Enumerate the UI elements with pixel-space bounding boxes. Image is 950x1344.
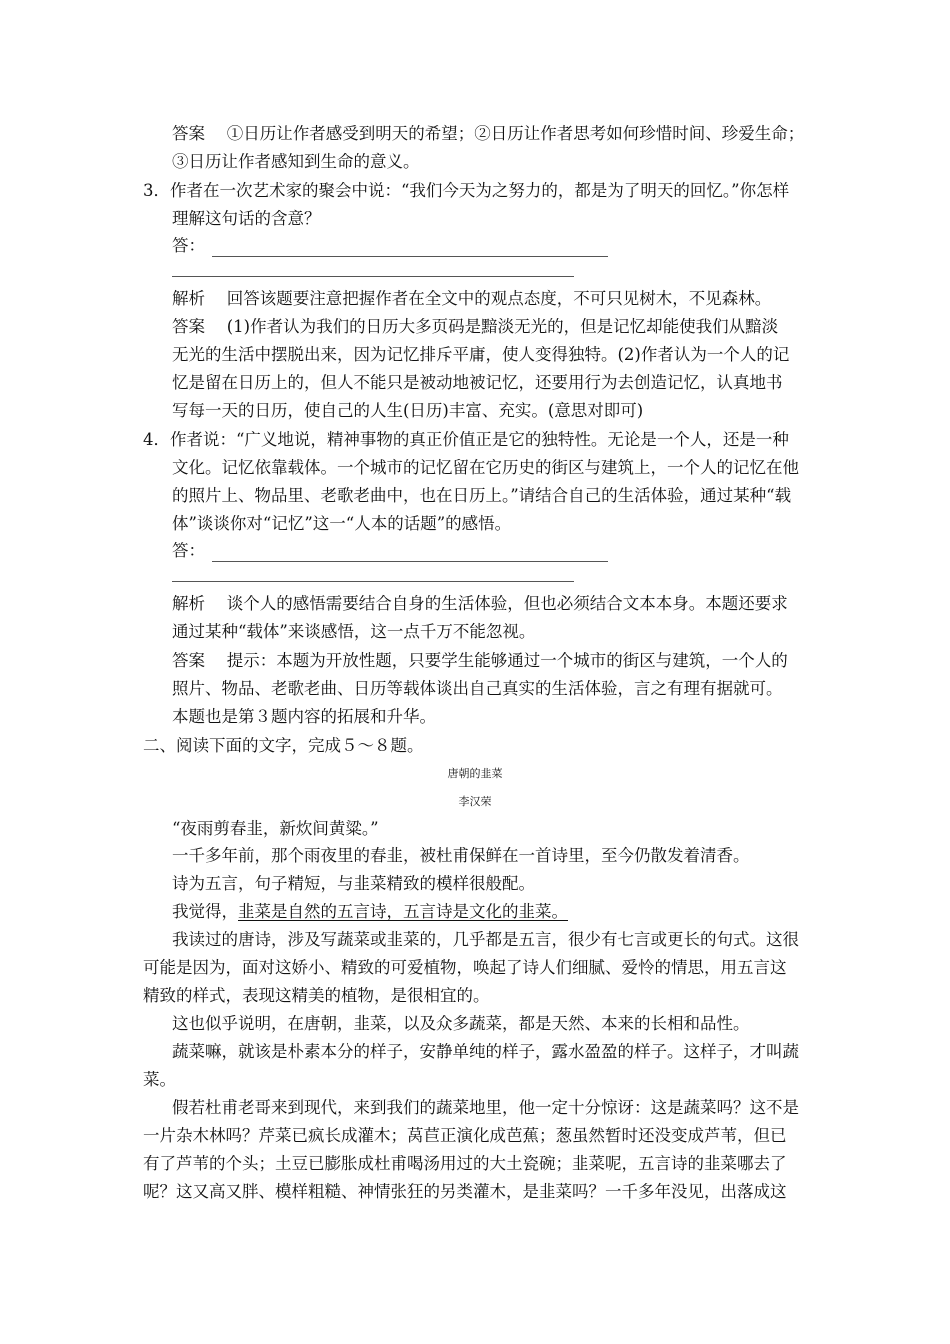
q4-analysis-line-2: 通过某种“载体”来谈感悟，这一点千万不能忽视。 — [172, 622, 536, 641]
passage-paragraph-5-line-3: 精致的样式，表现这精美的植物，是很相宜的。 — [143, 986, 490, 1005]
q3-answer-line-3: 忆是留在日历上的，但人不能只是被动地被记忆，还要用行为去创造记忆，认真地书 — [172, 373, 783, 392]
q4-question-line-4: 体”谈谈你对“记忆”这一“人本的话题”的感悟。 — [172, 514, 512, 533]
q4-answer-line-1: 答案 提示：本题为开放性题，只要学生能够通过一个城市的街区与建筑，一个人的 — [172, 651, 788, 670]
q3-answer-line-4: 写每一天的日历，使自己的人生(日历)丰富、充实。(意思对即可) — [172, 401, 644, 420]
passage-paragraph-8-line-4: 呢？这又高又胖、模样粗糙、神情张狂的另类灌木，是韭菜吗？一千多年没见，出落成这 — [143, 1182, 787, 1201]
q4-answer-line-3: 本题也是第３题内容的拓展和升华。 — [172, 707, 436, 726]
q3-question-line-2: 理解这句话的含意？ — [172, 209, 321, 228]
q4-answer-line-2: 照片、物品、老歌老曲、日历等载体谈出自己真实的生活体验，言之有理有据就可。 — [172, 679, 783, 698]
q3-answer-prompt: 答： — [172, 236, 205, 255]
passage-paragraph-5-line-1: 我读过的唐诗，涉及写蔬菜或韭菜的，几乎都是五言，很少有七言或更长的句式。这很 — [172, 930, 799, 949]
q3-answer-line-2: 无光的生活中摆脱出来，因为记忆排斥平庸，使人变得独特。(2)作者认为一个人的记 — [172, 345, 790, 364]
paragraph-4-lead: 我觉得， — [172, 902, 238, 921]
passage-paragraph-1: “夜雨剪春韭，新炊间黄粱。” — [172, 819, 379, 838]
q3-answer-blank-line-1[interactable] — [212, 256, 608, 257]
passage-paragraph-5-line-2: 可能是因为，面对这娇小、精致的可爱植物，唤起了诗人们细腻、爱怜的情思，用五言这 — [143, 958, 787, 977]
q3-answer-line-1: 答案 (1)作者认为我们的日历大多页码是黯淡无光的，但是记忆却能使我们从黯淡 — [172, 317, 779, 336]
passage-paragraph-2: 一千多年前，那个雨夜里的春韭，被杜甫保鲜在一首诗里，至今仍散发着清香。 — [172, 846, 750, 865]
passage-paragraph-8-line-1: 假若杜甫老哥来到现代，来到我们的蔬菜地里，他一定十分惊讶：这是蔬菜吗？这不是 — [172, 1098, 799, 1117]
passage-title: 唐朝的韭菜 — [447, 767, 503, 780]
q4-answer-blank-line-2[interactable] — [172, 581, 574, 582]
passage-paragraph-8-line-3: 有了芦苇的个头；土豆已膨胀成杜甫喝汤用过的大土瓷碗；韭菜呢，五言诗的韭菜哪去了 — [143, 1154, 787, 1173]
q4-question-line-2: 文化。记忆依靠载体。一个城市的记忆留在它历史的街区与建筑上，一个人的记忆在他 — [172, 458, 799, 477]
passage-paragraph-3: 诗为五言，句子精短，与韭菜精致的模样很般配。 — [172, 874, 535, 893]
q3-question-line-1: 3．作者在一次艺术家的聚会中说：“我们今天为之努力的，都是为了明天的回忆。”你怎样 — [143, 181, 790, 200]
q4-answer-blank-line-1[interactable] — [212, 561, 608, 562]
q3-answer-blank-line-2[interactable] — [172, 276, 574, 277]
q2-answer-line-1: 答案 ①日历让作者感受到明天的希望；②日历让作者思考如何珍惜时间、珍爱生命； — [172, 124, 805, 143]
passage-paragraph-8-line-2: 一片杂木林吗？芹菜已疯长成灌木；莴苣正演化成芭蕉；葱虽然暂时还没变成芦苇，但已 — [143, 1126, 787, 1145]
q4-question-line-3: 的照片上、物品里、老歌老曲中，也在日历上。”请结合自己的生活体验，通过某种“载 — [172, 486, 792, 505]
passage-paragraph-7-line-2: 菜。 — [143, 1070, 176, 1089]
q4-question-line-1: 4．作者说：“广义地说，精神事物的真正价值正是它的独特性。无论是一个人，还是一种 — [143, 430, 789, 449]
q4-answer-prompt: 答： — [172, 541, 205, 560]
q4-analysis-line-1: 解析 谈个人的感悟需要结合自身的生活体验，但也必须结合文本本身。本题还要求 — [172, 594, 788, 613]
passage-author: 李汉荣 — [458, 795, 492, 808]
q3-analysis: 解析 回答该题要注意把握作者在全文中的观点态度，不可只见树木，不见森林。 — [172, 289, 772, 308]
underlined-sentence: 韭菜是自然的五言诗，五言诗是文化的韭菜。 — [238, 902, 568, 921]
section-heading: 二、阅读下面的文字，完成５～８题。 — [143, 736, 424, 755]
q2-answer-line-2: ③日历让作者感知到生命的意义。 — [172, 152, 420, 171]
passage-paragraph-4 — [172, 902, 568, 922]
passage-paragraph-6: 这也似乎说明，在唐朝，韭菜，以及众多蔬菜，都是天然、本来的长相和品性。 — [172, 1014, 750, 1033]
passage-paragraph-7-line-1: 蔬菜嘛，就该是朴素本分的样子，安静单纯的样子，露水盈盈的样子。这样子，才叫蔬 — [172, 1042, 799, 1061]
